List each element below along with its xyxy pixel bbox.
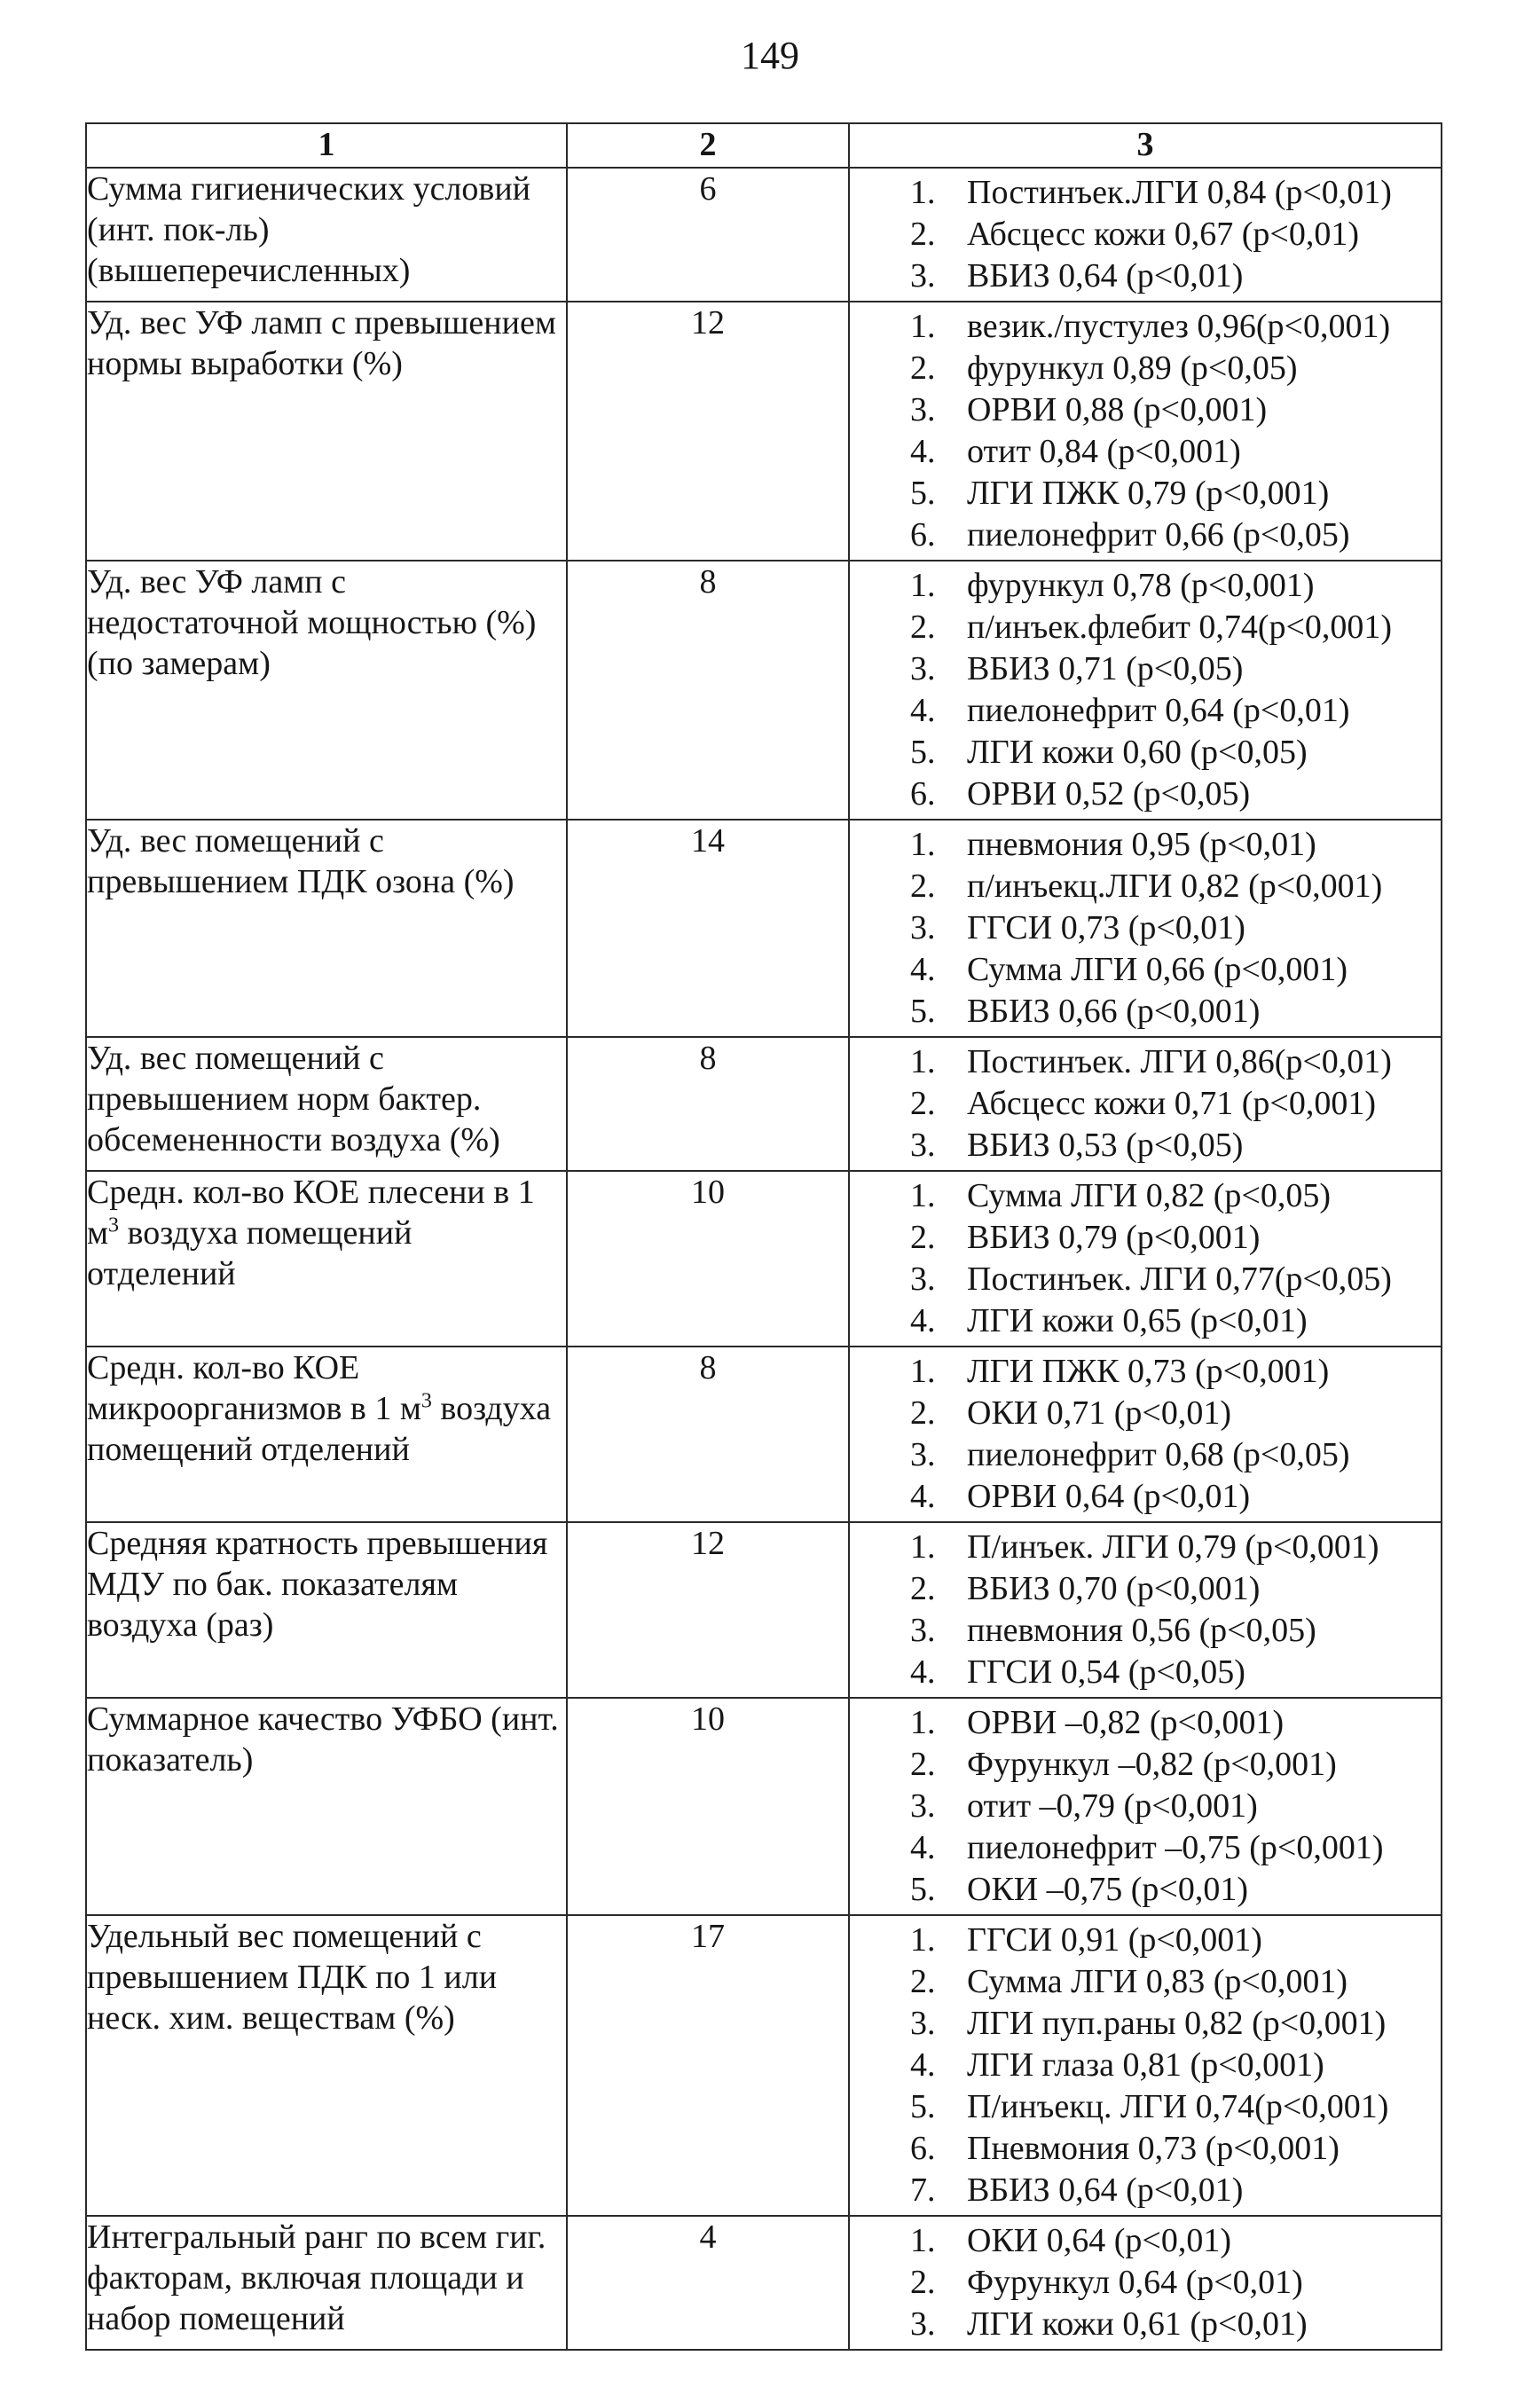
table-row [86, 1522, 1442, 1698]
results-list [850, 1347, 1441, 1521]
factor-cell: Уд. вес помещений с превышением ПДК озона (%) [86, 820, 567, 1037]
result-text: П/инъекц. ЛГИ 0,74(p<0,001) [967, 2088, 1389, 2125]
result-text: ЛГИ глаза 0,81 (p<0,001) [967, 2046, 1324, 2084]
list-item: 4. пиелонефрит –0,75 (p<0,001) [910, 1829, 1384, 1866]
factor-text: Средн. кол-во КОЕ микроорганизмов в 1 м [87, 1349, 421, 1427]
list-item: 1. ОКИ 0,64 (p<0,01) [910, 2222, 1231, 2259]
factor-cell: Уд. вес УФ ламп с недостаточной мощностью (%) (по замерам) [86, 561, 567, 820]
count-cell: 17 [567, 1915, 849, 2216]
factor-text: воздуха помещений отделений [87, 1390, 552, 1468]
result-text: Фурункул 0,64 (p<0,01) [967, 2264, 1303, 2301]
factor-cell: Интегральный ранг по всем гиг. факторам, включая площади и набор помещений [86, 2216, 567, 2350]
list-item: 4. Сумма ЛГИ 0,66 (p<0,001) [910, 951, 1348, 988]
results-list [850, 1172, 1441, 1346]
factor-text: воздуха помещений отделений [87, 1214, 412, 1292]
result-text: ВБИЗ 0,64 (p<0,01) [967, 2171, 1244, 2209]
list-item: 1. ЛГИ ПЖК 0,73 (p<0,001) [910, 1353, 1330, 1390]
count-cell: 14 [567, 820, 849, 1037]
column-header-2: 2 [567, 123, 849, 168]
results-cell [849, 1698, 1442, 1915]
results-list [850, 1916, 1441, 2215]
list-item: 1. Постинъек. ЛГИ 0,86(p<0,01) [910, 1043, 1392, 1080]
list-item: 4. ОРВИ 0,64 (p<0,01) [910, 1478, 1251, 1515]
list-item: 2. ОКИ 0,71 (p<0,01) [910, 1394, 1231, 1432]
result-text: пиелонефрит 0,64 (p<0,01) [967, 692, 1350, 729]
result-text: Сумма ЛГИ 0,66 (p<0,001) [967, 951, 1348, 988]
factor-cell [86, 1171, 567, 1347]
results-list [850, 1038, 1441, 1170]
table-row [86, 2216, 1442, 2350]
result-text: ВБИЗ 0,79 (p<0,001) [967, 1219, 1261, 1256]
results-cell [849, 1915, 1442, 2216]
list-item: 6. пиелонефрит 0,66 (p<0,05) [910, 516, 1350, 554]
correlation-table [85, 122, 1442, 2351]
list-item: 5. П/инъекц. ЛГИ 0,74(p<0,001) [910, 2088, 1389, 2125]
table-row [86, 168, 1442, 302]
result-text: Постинъек. ЛГИ 0,77(p<0,05) [967, 1260, 1392, 1298]
list-item: 4. ЛГИ глаза 0,81 (p<0,001) [910, 2046, 1324, 2084]
result-text: ОРВИ 0,88 (p<0,001) [967, 391, 1268, 428]
list-item: 3. пневмония 0,56 (p<0,05) [910, 1612, 1316, 1649]
result-text: Абсцесс кожи 0,71 (p<0,001) [967, 1085, 1377, 1122]
result-text: ВБИЗ 0,71 (p<0,05) [967, 650, 1244, 687]
result-text: ВБИЗ 0,53 (p<0,05) [967, 1127, 1244, 1164]
list-item: 2. п/инъек.флебит 0,74(p<0,001) [910, 609, 1393, 646]
list-item: 3. ЛГИ кожи 0,61 (p<0,01) [910, 2305, 1308, 2343]
list-item: 1. фурункул 0,78 (p<0,001) [910, 567, 1315, 604]
results-cell [849, 1347, 1442, 1522]
result-text: Сумма ЛГИ 0,83 (p<0,001) [967, 1963, 1348, 2000]
table-row [86, 1915, 1442, 2216]
list-item: 6. Пневмония 0,73 (p<0,001) [910, 2130, 1340, 2167]
list-item: 2. Абсцесс кожи 0,67 (p<0,01) [910, 216, 1360, 253]
factor-cell [86, 1347, 567, 1522]
list-item: 1. П/инъек. ЛГИ 0,79 (p<0,001) [910, 1528, 1379, 1566]
results-list [850, 302, 1441, 560]
list-item: 3. ВБИЗ 0,71 (p<0,05) [910, 650, 1244, 687]
list-item: 5. ЛГИ кожи 0,60 (p<0,05) [910, 734, 1308, 771]
results-cell [849, 2216, 1442, 2350]
result-text: ЛГИ кожи 0,60 (p<0,05) [967, 734, 1308, 771]
result-text: фурункул 0,78 (p<0,001) [967, 567, 1315, 604]
result-text: Постинъек.ЛГИ 0,84 (p<0,01) [967, 174, 1392, 211]
list-item: 1. Постинъек.ЛГИ 0,84 (p<0,01) [910, 174, 1392, 211]
table-row [86, 820, 1442, 1037]
results-cell [849, 168, 1442, 302]
results-cell [849, 302, 1442, 561]
list-item: 3. ВБИЗ 0,64 (p<0,01) [910, 257, 1244, 294]
factor-cell: Удельный вес помещений с превышением ПДК по 1 или неск. хим. веществам (%) [86, 1915, 567, 2216]
factor-text: Средн. кол-во КОЕ плесени в 1 м [87, 1174, 535, 1252]
factor-cell: Уд. вес УФ ламп с превышением нормы выработки (%) [86, 302, 567, 561]
result-text: п/инъекц.ЛГИ 0,82 (p<0,001) [967, 868, 1383, 905]
result-text: пиелонефрит –0,75 (p<0,001) [967, 1829, 1384, 1866]
result-text: ЛГИ ПЖК 0,73 (p<0,001) [967, 1353, 1330, 1390]
result-text: Сумма ЛГИ 0,82 (p<0,05) [967, 1177, 1332, 1214]
list-item: 5. ЛГИ ПЖК 0,79 (p<0,001) [910, 475, 1330, 512]
results-list [850, 821, 1441, 1036]
table-header-row [86, 123, 1442, 168]
result-text: пневмония 0,56 (p<0,05) [967, 1612, 1316, 1649]
count-cell: 6 [567, 168, 849, 302]
result-text: отит –0,79 (p<0,001) [967, 1787, 1258, 1825]
result-text: пневмония 0,95 (p<0,01) [967, 826, 1316, 863]
list-item: 1. Сумма ЛГИ 0,82 (p<0,05) [910, 1177, 1332, 1214]
superscript: 3 [108, 1213, 120, 1237]
list-item: 4. отит 0,84 (p<0,001) [910, 433, 1241, 470]
result-text: фурункул 0,89 (p<0,05) [967, 349, 1298, 387]
list-item: 2. Абсцесс кожи 0,71 (p<0,001) [910, 1085, 1377, 1122]
list-item: 1. ГГСИ 0,91 (p<0,001) [910, 1921, 1262, 1959]
result-text: Постинъек. ЛГИ 0,86(p<0,01) [967, 1043, 1392, 1080]
factor-cell: Уд. вес помещений с превышением норм бактер. обсемененности воздуха (%) [86, 1037, 567, 1171]
table-row [86, 1347, 1442, 1522]
list-item: 1. ОРВИ –0,82 (p<0,001) [910, 1704, 1285, 1741]
count-cell: 10 [567, 1698, 849, 1915]
list-item: 4. ЛГИ кожи 0,65 (p<0,01) [910, 1302, 1308, 1339]
table-row [86, 1698, 1442, 1915]
list-item: 6. ОРВИ 0,52 (p<0,05) [910, 775, 1251, 813]
list-item: 3. ОРВИ 0,88 (p<0,001) [910, 391, 1268, 428]
result-text: отит 0,84 (p<0,001) [967, 433, 1241, 470]
table-row [86, 1171, 1442, 1347]
count-cell: 8 [567, 561, 849, 820]
result-text: ОКИ 0,71 (p<0,01) [967, 1394, 1231, 1432]
result-text: везик./пустулез 0,96(p<0,001) [967, 308, 1391, 345]
result-text: ВБИЗ 0,66 (p<0,001) [967, 993, 1261, 1030]
list-item: 5. ВБИЗ 0,66 (p<0,001) [910, 993, 1261, 1030]
results-cell [849, 1171, 1442, 1347]
result-text: ОРВИ –0,82 (p<0,001) [967, 1704, 1285, 1741]
result-text: ЛГИ ПЖК 0,79 (p<0,001) [967, 475, 1330, 512]
page-number: 149 [741, 34, 799, 77]
list-item: 3. Постинъек. ЛГИ 0,77(p<0,05) [910, 1260, 1392, 1298]
result-text: п/инъек.флебит 0,74(p<0,001) [967, 609, 1393, 646]
result-text: Фурункул –0,82 (p<0,001) [967, 1746, 1337, 1783]
list-item: 2. ВБИЗ 0,79 (p<0,001) [910, 1219, 1261, 1256]
factor-cell: Сумма гигиенических условий (инт. пок-ль) (вышеперечисленных) [86, 168, 567, 302]
result-text: ОРВИ 0,64 (p<0,01) [967, 1478, 1251, 1515]
list-item: 5. ОКИ –0,75 (p<0,01) [910, 1871, 1248, 1908]
results-cell [849, 1522, 1442, 1698]
result-text: ЛГИ пуп.раны 0,82 (p<0,001) [967, 2005, 1387, 2042]
results-cell [849, 561, 1442, 820]
results-list [850, 2217, 1441, 2349]
list-item: 3. ЛГИ пуп.раны 0,82 (p<0,001) [910, 2005, 1387, 2042]
result-text: ЛГИ кожи 0,61 (p<0,01) [967, 2305, 1308, 2343]
list-item: 2. Фурункул 0,64 (p<0,01) [910, 2264, 1303, 2301]
result-text: ВБИЗ 0,70 (p<0,001) [967, 1570, 1261, 1607]
list-item: 2. Сумма ЛГИ 0,83 (p<0,001) [910, 1963, 1348, 2000]
count-cell: 4 [567, 2216, 849, 2350]
list-item: 1. везик./пустулез 0,96(p<0,001) [910, 308, 1391, 345]
count-cell: 12 [567, 1522, 849, 1698]
column-header-1: 1 [86, 123, 567, 168]
count-cell: 8 [567, 1037, 849, 1171]
table-row [86, 302, 1442, 561]
list-item: 3. ГГСИ 0,73 (p<0,01) [910, 909, 1245, 946]
list-item: 1. пневмония 0,95 (p<0,01) [910, 826, 1316, 863]
result-text: Абсцесс кожи 0,67 (p<0,01) [967, 216, 1360, 253]
results-list [850, 1699, 1441, 1914]
list-item: 4. ГГСИ 0,54 (p<0,05) [910, 1653, 1245, 1691]
count-cell: 12 [567, 302, 849, 561]
list-item: 2. фурункул 0,89 (p<0,05) [910, 349, 1298, 387]
column-header-3: 3 [849, 123, 1442, 168]
count-cell: 10 [567, 1171, 849, 1347]
result-text: П/инъек. ЛГИ 0,79 (p<0,001) [967, 1528, 1379, 1566]
list-item: 2. ВБИЗ 0,70 (p<0,001) [910, 1570, 1261, 1607]
result-text: ОРВИ 0,52 (p<0,05) [967, 775, 1251, 813]
list-item: 2. п/инъекц.ЛГИ 0,82 (p<0,001) [910, 868, 1383, 905]
list-item: 4. пиелонефрит 0,64 (p<0,01) [910, 692, 1350, 729]
result-text: ВБИЗ 0,64 (p<0,01) [967, 257, 1244, 294]
results-cell [849, 1037, 1442, 1171]
list-item: 2. Фурункул –0,82 (p<0,001) [910, 1746, 1337, 1783]
results-cell [849, 820, 1442, 1037]
results-list [850, 1523, 1441, 1697]
result-text: ГГСИ 0,73 (p<0,01) [967, 909, 1245, 946]
result-text: ЛГИ кожи 0,65 (p<0,01) [967, 1302, 1308, 1339]
list-item: 7. ВБИЗ 0,64 (p<0,01) [910, 2171, 1244, 2209]
result-text: ОКИ –0,75 (p<0,01) [967, 1871, 1248, 1908]
result-text: ОКИ 0,64 (p<0,01) [967, 2222, 1231, 2259]
table-row [86, 561, 1442, 820]
result-text: Пневмония 0,73 (p<0,001) [967, 2130, 1340, 2167]
results-list [850, 561, 1441, 819]
list-item: 3. ВБИЗ 0,53 (p<0,05) [910, 1127, 1244, 1164]
list-item: 3. пиелонефрит 0,68 (p<0,05) [910, 1436, 1350, 1473]
result-text: пиелонефрит 0,68 (p<0,05) [967, 1436, 1350, 1473]
factor-cell: Суммарное качество УФБО (инт. показатель) [86, 1698, 567, 1915]
superscript: 3 [420, 1389, 432, 1413]
factor-cell: Средняя кратность превышения МДУ по бак. показателям воздуха (раз) [86, 1522, 567, 1698]
results-list [850, 169, 1441, 301]
result-text: ГГСИ 0,91 (p<0,001) [967, 1921, 1262, 1959]
table-row [86, 1037, 1442, 1171]
result-text: пиелонефрит 0,66 (p<0,05) [967, 516, 1350, 554]
list-item: 3. отит –0,79 (p<0,001) [910, 1787, 1258, 1825]
result-text: ГГСИ 0,54 (p<0,05) [967, 1653, 1245, 1691]
count-cell: 8 [567, 1347, 849, 1522]
